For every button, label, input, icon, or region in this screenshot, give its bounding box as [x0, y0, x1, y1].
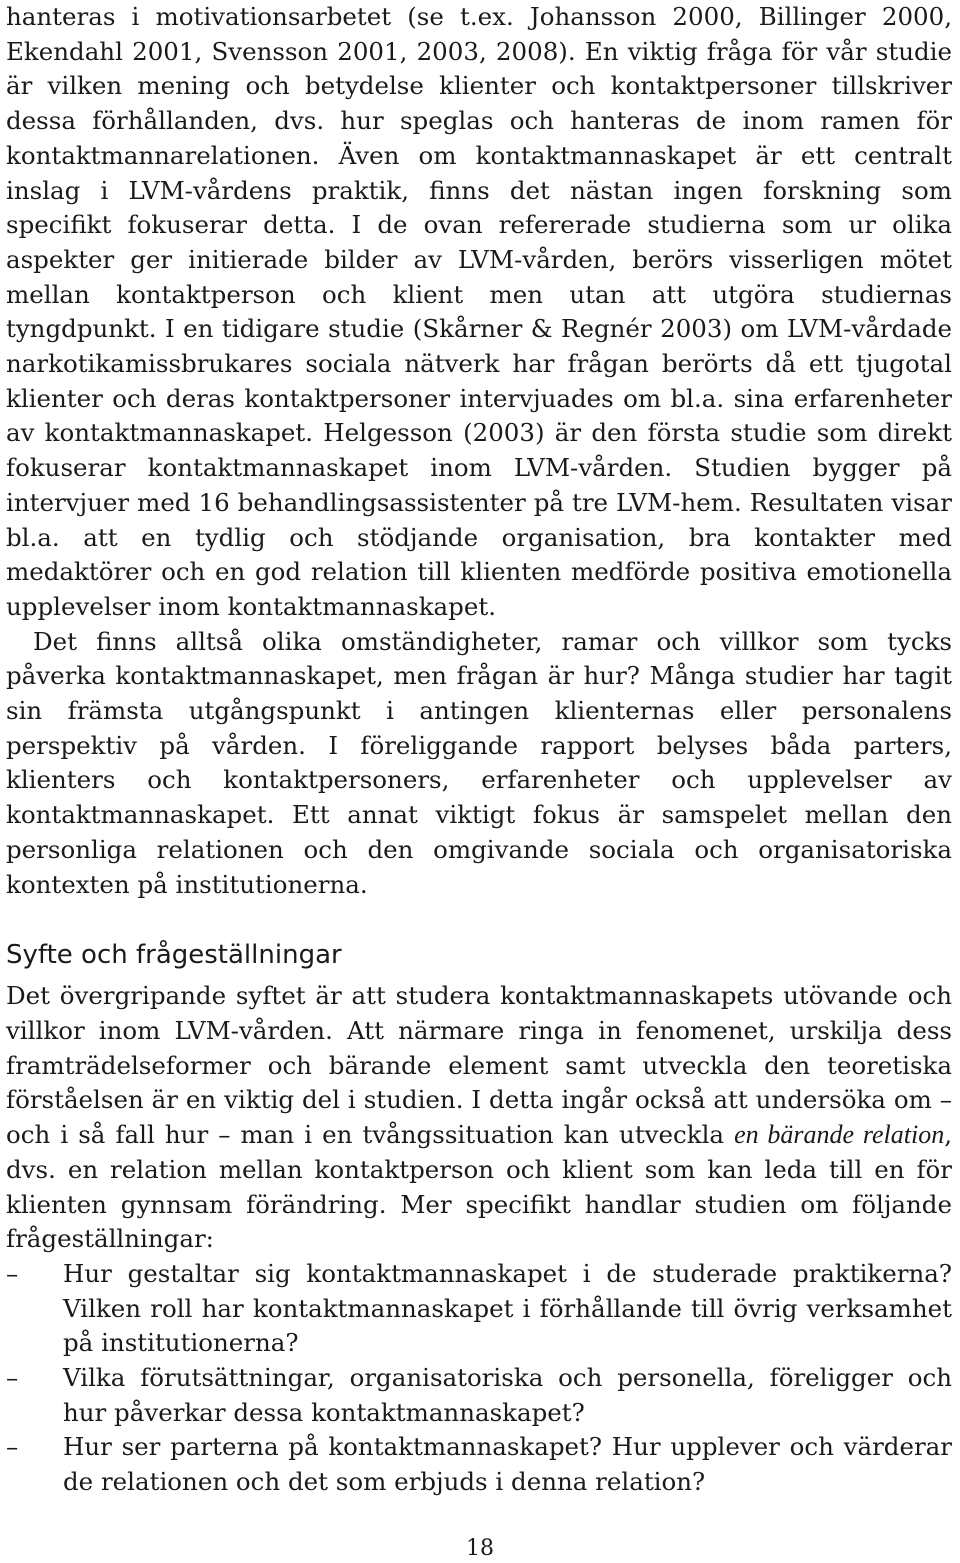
research-questions-list [6, 1257, 952, 1500]
list-item [6, 1361, 952, 1430]
bullet-dash: – [6, 1363, 19, 1393]
document-page [6, 0, 952, 1500]
body-paragraph-1: hanteras i motivationsarbetet (se t.ex. Johansson 2000, Billinger 2000, Ekendahl 2001, Svensson 2001, 2003, 2008). En viktig fråga för vår studie är vilken mening och betydelse klienter och kontaktpersoner tillskriver dessa förhållanden, dvs. hur speglas och hanteras de inom ramen för kontaktmannarelationen. Även om kontaktmannaskapet är ett centralt inslag i LVM-vårdens praktik, finns det nästan ingen forskning som specifikt fokuserar detta. I de ovan refererade studierna som ur olika aspekter ger initierade bilder av LVM-vården, berörs visserligen mötet mellan kontaktperson och klient men utan att utgöra studiernas tyngdpunkt. I en tidigare studie (Skårner & Regnér 2003) om LVM-vårdade narkotikamissbrukares sociala nätverk har frågan berörts då ett tjugotal klienter och deras kontaktpersoner intervjuades om bl.a. sina erfarenheter av kontaktmannaskapet. Helgesson (2003) är den första studie som direkt fokuserar kontaktmannaskapet inom LVM-vården. Studien bygger på intervjuer med 16 behandlingsassistenter på tre LVM-hem. Resultaten visar bl.a. att en tydlig och stödjande organisation, bra kontakter med medaktörer och en god relation till klienten medförde positiva emotionella upplevelser inom kontaktmannaskapet. [6, 2, 952, 621]
body-paragraph-2: Det finns alltså olika omständigheter, ramar och villkor som tycks påverka kontaktmannaskapet, men frågan är hur? Många studier har tagit sin främsta utgångspunkt i antingen klienternas eller personalens perspektiv på vården. I föreliggande rapport belyses båda parters, klienters och kontaktpersoners, erfarenheter och upplevelser av kontaktmannaskapet. Ett annat viktigt fokus är samspelet mellan den personliga relationen och den omgivande sociala och organisatoriska kontexten på institutionerna. [6, 626, 952, 899]
question-text: Hur gestaltar sig kontaktmannaskapet i de studerade praktikerna? Vilken roll har kontaktmannaskapet i förhållande till övrig verksamhet på institutionerna? [63, 1258, 952, 1358]
bullet-dash: – [6, 1432, 19, 1462]
intro-text-part-2: , dvs. en relation mellan kontaktperson och klient som kan leda till en för klienten gynnsam förändring. Mer specifikt handlar studien om följande frågeställningar: [6, 1120, 952, 1254]
section-heading: Syfte och frågeställningar [6, 940, 342, 971]
page-number: 18 [466, 1536, 494, 1561]
section-intro-paragraph [6, 979, 952, 1257]
question-text: Vilka förutsättningar, organisatoriska och personella, föreligger och hur påverkar dessa kontaktmannaskapet? [63, 1363, 952, 1427]
list-item [6, 1430, 952, 1499]
bullet-dash: – [6, 1258, 19, 1288]
question-text: Hur ser parterna på kontaktmannaskapet? Hur upplever och värderar de relationen och det som erbjuds i denna relation? [63, 1432, 952, 1497]
list-item [6, 1257, 952, 1361]
intro-text-part-1: Det övergripande syftet är att studera kontaktmannaskapets utövande och villkor inom LVM-vården. Att närmare ringa in fenomenet, urskilja dess framträdelseformer och bärande element samt utveckla den teoretiska förståelsen är en viktig del i studien. I detta ingår också att undersöka om – och i så fall hur – man i en tvångssituation kan utveckla [6, 981, 952, 1150]
intro-italic-phrase: en bärande relation [734, 1120, 945, 1150]
